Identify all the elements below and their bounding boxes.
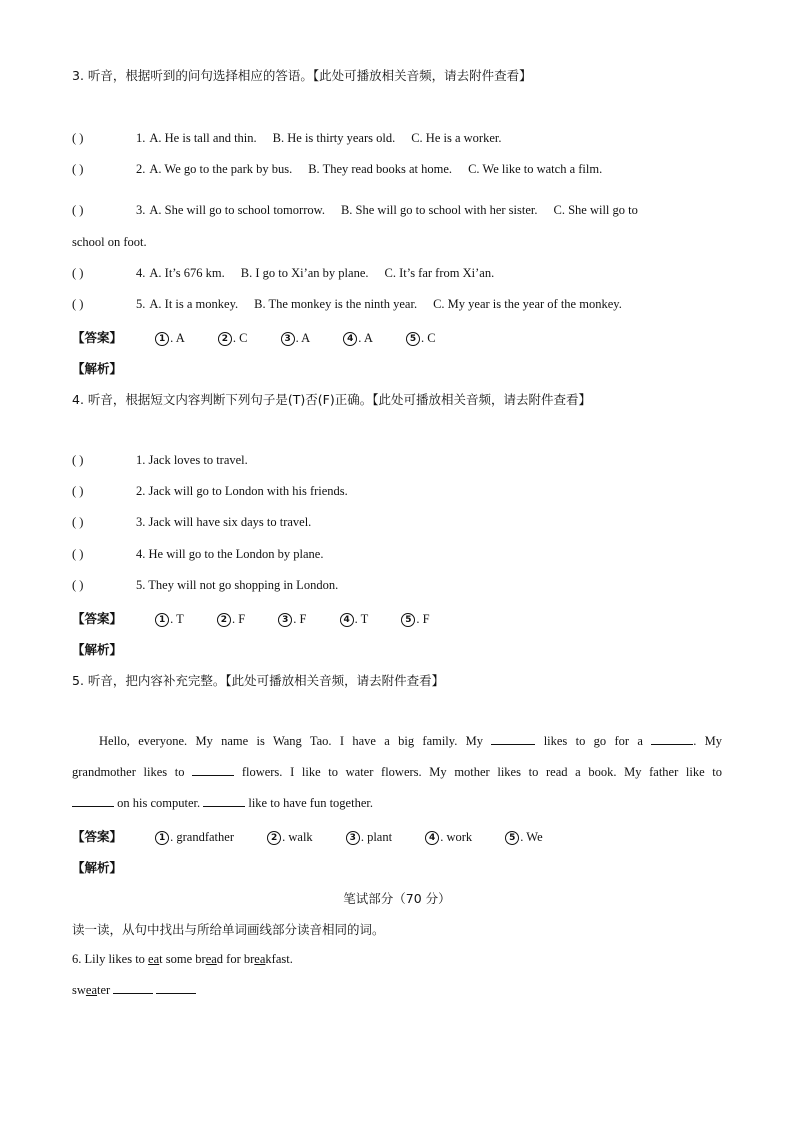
q4-item-4: ( ) 4. He will go to the London by plane.	[72, 547, 324, 561]
q4-item-2: ( ) 2. Jack will go to London with his friends.	[72, 484, 348, 498]
answer-item: 3 . F	[278, 612, 306, 627]
q4-item-5: ( ) 5. They will not go shopping in London.	[72, 578, 339, 592]
analysis-label: 【解析】	[72, 860, 123, 875]
q6-word-row: sweater	[72, 983, 196, 998]
answer-bracket[interactable]: ( )	[72, 162, 84, 176]
q4-item-3: ( ) 3. Jack will have six days to travel.	[72, 515, 312, 529]
section-heading: 笔试部分（70 分）	[343, 891, 451, 906]
q3-item-2: ( ) 2. A. We go to the park by bus. B. They read books at home. C. We like to watch a film.	[72, 162, 603, 176]
answer-item: 1 . T	[155, 612, 184, 627]
answer-bracket[interactable]: ( )	[72, 484, 84, 498]
q3-item-5: ( ) 5. A. It is a monkey. B. The monkey is the ninth year. C. My year is the year of the monkey.	[72, 297, 622, 311]
fill-blank[interactable]	[651, 734, 693, 745]
answer-item: 2 . C	[218, 331, 248, 346]
answer-bracket[interactable]: ( )	[72, 266, 84, 280]
answer-bracket[interactable]: ( )	[72, 453, 84, 467]
answer-item: 4 . A	[343, 331, 373, 346]
answer-item: 5 . We	[505, 830, 542, 845]
fill-blank[interactable]	[113, 983, 153, 994]
answer-item: 4 . work	[425, 830, 472, 845]
answer-bracket[interactable]: ( )	[72, 547, 84, 561]
answer-bracket[interactable]: ( )	[72, 131, 84, 145]
answer-item: 1 . A	[155, 331, 185, 346]
q5-passage-line-1: Hello, everyone. My name is Wang Tao. I have a big family. My likes to go for a . My	[99, 734, 723, 748]
q3-answer-row	[72, 328, 436, 346]
q4-answer-row	[72, 609, 430, 627]
answer-bracket[interactable]: ( )	[72, 297, 84, 311]
answer-label: 【答案】	[72, 829, 123, 844]
analysis-label: 【解析】	[72, 361, 123, 376]
answer-item: 4 . T	[340, 612, 369, 627]
q5-passage-line-2: grandmother likes to flowers. I like to water flowers. My mother likes to read a book. My father like to	[72, 765, 723, 779]
q5-answer-row	[72, 827, 543, 845]
answer-item: 5 . F	[401, 612, 429, 627]
answer-label: 【答案】	[72, 611, 123, 626]
answer-bracket[interactable]: ( )	[72, 203, 84, 217]
q3-item-4: ( ) 4. A. It’s 676 km. B. I go to Xi’an by plane. C. It’s far from Xi’an.	[72, 266, 495, 280]
fill-blank[interactable]	[491, 734, 535, 745]
q5-title: 5. 听音，把内容补充完整。【此处可播放相关音频，请去附件查看】	[72, 673, 445, 688]
q5-passage-line-3: on his computer. like to have fun together.	[72, 796, 373, 811]
fill-blank[interactable]	[72, 796, 114, 807]
q3-title: 3. 听音，根据听到的问句选择相应的答语。【此处可播放相关音频，请去附件查看】	[72, 68, 532, 83]
answer-bracket[interactable]: ( )	[72, 515, 84, 529]
instruction-text: 读一读，从句中找出与所给单词画线部分读音相同的词。	[72, 922, 385, 937]
q4-title: 4. 听音，根据短文内容判断下列句子是(T)否(F)正确。【此处可播放相关音频，请去附件查看】	[72, 392, 591, 407]
analysis-label: 【解析】	[72, 642, 123, 657]
answer-bracket[interactable]: ( )	[72, 578, 84, 592]
q3-item-3: ( ) 3. A. She will go to school tomorrow. B. She will go to school with her sister. C. She will go to	[72, 203, 638, 217]
fill-blank[interactable]	[192, 765, 234, 776]
answer-item: 3 . A	[281, 331, 311, 346]
q3-item-1: ( ) 1. A. He is tall and thin. B. He is thirty years old. C. He is a worker.	[72, 131, 502, 145]
answer-item: 1 . grandfather	[155, 830, 234, 845]
q4-item-1: ( ) 1. Jack loves to travel.	[72, 453, 248, 467]
fill-blank[interactable]	[203, 796, 245, 807]
answer-label: 【答案】	[72, 330, 123, 345]
answer-item: 5 . C	[406, 331, 436, 346]
answer-item: 3 . plant	[346, 830, 392, 845]
q6-sentence: 6. Lily likes to eat some bread for breakfast.	[72, 952, 293, 966]
answer-item: 2 . walk	[267, 830, 313, 845]
q3-item-3-continued: school on foot.	[72, 235, 147, 249]
fill-blank[interactable]	[156, 983, 196, 994]
answer-item: 2 . F	[217, 612, 245, 627]
